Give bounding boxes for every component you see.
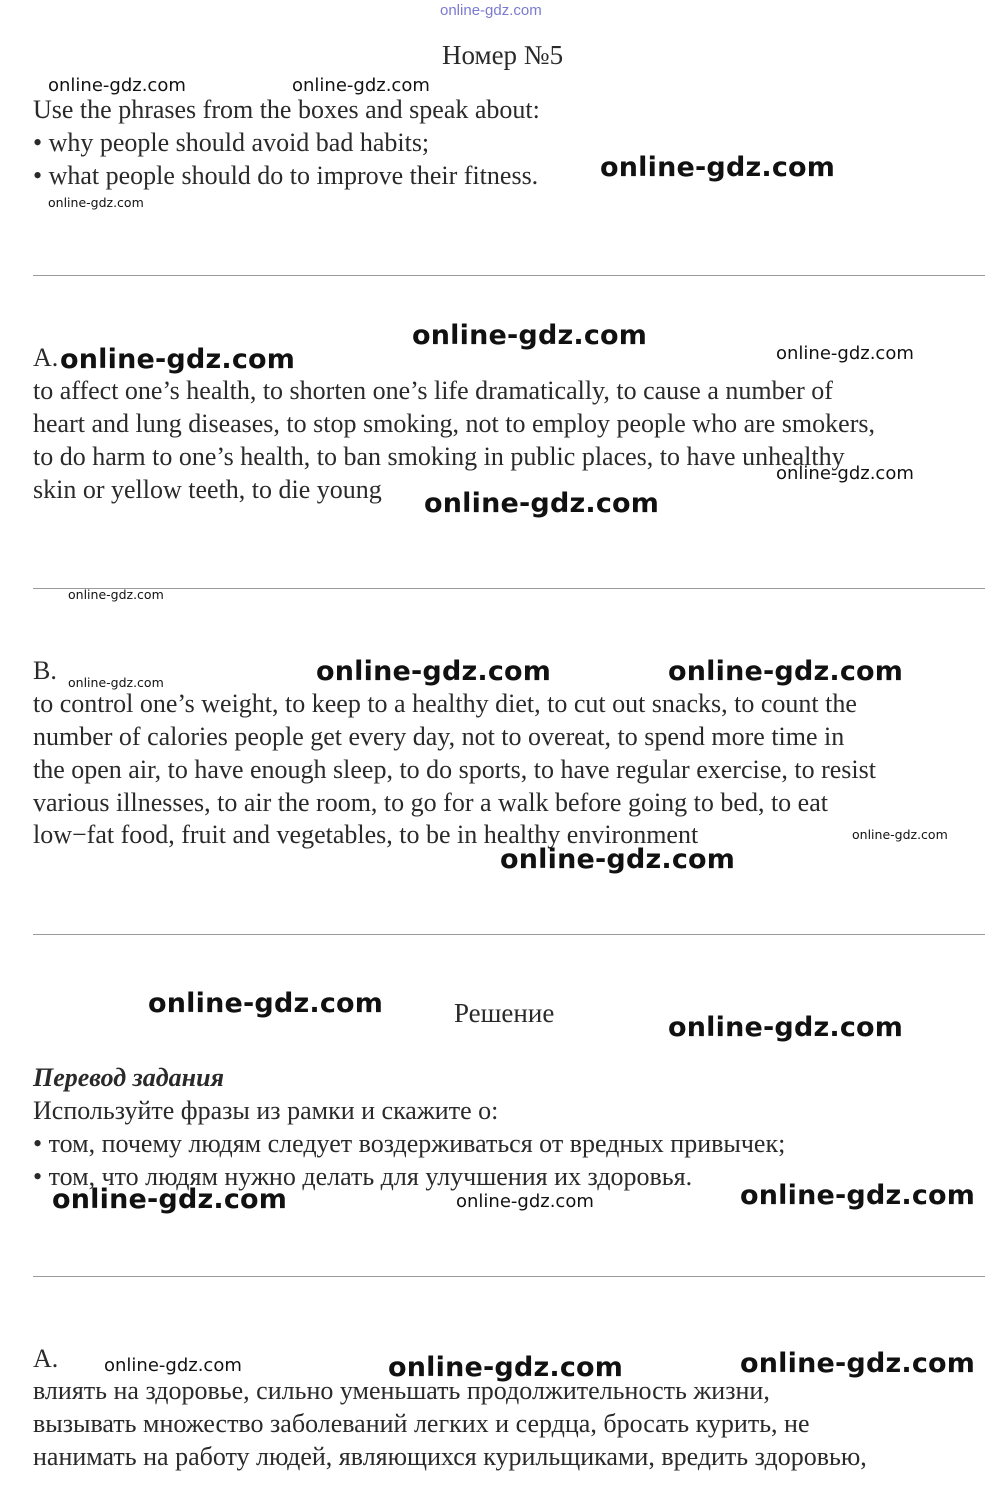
watermark: online-gdz.com bbox=[776, 463, 914, 484]
box-b-line: to control one’s weight, to keep to a healthy diet, to cut out snacks, to count the bbox=[33, 689, 857, 718]
box-b-line: number of calories people get every day, not to overeat, to spend more time in bbox=[33, 722, 845, 751]
watermark: online-gdz.com bbox=[668, 1012, 904, 1043]
watermark: online-gdz.com bbox=[388, 1352, 624, 1383]
task-bullet: • what people should do to improve their fitness. bbox=[33, 161, 539, 190]
watermark: online-gdz.com bbox=[52, 1184, 288, 1215]
watermark: online-gdz.com bbox=[852, 827, 948, 842]
watermark: online-gdz.com bbox=[316, 656, 552, 687]
watermark: online-gdz.com bbox=[148, 988, 384, 1019]
watermark: online-gdz.com bbox=[500, 844, 736, 875]
watermark: online-gdz.com bbox=[740, 1348, 976, 1379]
box-a-ru-line: нанимать на работу людей, являющихся курильщиками, вредить здоровью, bbox=[33, 1442, 867, 1471]
task-bullet: • why people should avoid bad habits; bbox=[33, 128, 430, 157]
watermark: online-gdz.com bbox=[48, 75, 186, 96]
solution-heading: Решение bbox=[454, 998, 555, 1028]
translation-bullet: • том, почему людям следует воздерживаться от вредных привычек; bbox=[33, 1129, 786, 1158]
watermark: online-gdz.com bbox=[48, 195, 144, 210]
divider bbox=[33, 934, 985, 935]
box-a-ru-line: влиять на здоровье, сильно уменьшать продолжительность жизни, bbox=[33, 1376, 770, 1405]
divider bbox=[33, 1276, 985, 1277]
box-a-line: to affect one’s health, to shorten one’s life dramatically, to cause a number of bbox=[33, 376, 833, 405]
watermark: online-gdz.com bbox=[68, 675, 164, 690]
translation-title: Перевод задания bbox=[33, 1063, 224, 1092]
watermark: online-gdz.com bbox=[424, 488, 660, 519]
box-b-line: various illnesses, to air the room, to go for a walk before going to bed, to eat bbox=[33, 788, 828, 817]
box-a-line: heart and lung diseases, to stop smoking, not to employ people who are smokers, bbox=[33, 409, 875, 438]
top-watermark: online-gdz.com bbox=[440, 2, 542, 19]
box-a-line: to do harm to one’s health, to ban smoking in public places, to have unhealthy bbox=[33, 442, 845, 471]
watermark: online-gdz.com bbox=[456, 1191, 594, 1212]
box-b-line: the open air, to have enough sleep, to do sports, to have regular exercise, to resist bbox=[33, 755, 876, 784]
page-title: Номер №5 bbox=[442, 40, 564, 70]
box-b-label: B. bbox=[33, 656, 57, 685]
box-a-ru-label: A. bbox=[33, 1344, 59, 1373]
translation-intro: Используйте фразы из рамки и скажите о: bbox=[33, 1096, 499, 1125]
watermark: online-gdz.com bbox=[412, 320, 648, 351]
watermark: online-gdz.com bbox=[740, 1180, 976, 1211]
watermark: online-gdz.com bbox=[292, 75, 430, 96]
box-a-label: A. bbox=[33, 343, 59, 372]
box-a-line: skin or yellow teeth, to die young bbox=[33, 475, 382, 504]
watermark: online-gdz.com bbox=[668, 656, 904, 687]
watermark: online-gdz.com bbox=[68, 587, 164, 602]
watermark: online-gdz.com bbox=[600, 152, 836, 183]
watermark: online-gdz.com bbox=[60, 344, 296, 375]
translation-bullet: • том, что людям нужно делать для улучшения их здоровья. bbox=[33, 1162, 693, 1191]
watermark: online-gdz.com bbox=[104, 1355, 242, 1376]
box-a-ru-line: вызывать множество заболеваний легких и сердца, бросать курить, не bbox=[33, 1409, 810, 1438]
task-intro: Use the phrases from the boxes and speak about: bbox=[33, 95, 540, 124]
divider bbox=[33, 275, 985, 276]
box-b-line: low−fat food, fruit and vegetables, to be in healthy environment bbox=[33, 820, 699, 849]
divider bbox=[33, 588, 985, 589]
watermark: online-gdz.com bbox=[776, 343, 914, 364]
